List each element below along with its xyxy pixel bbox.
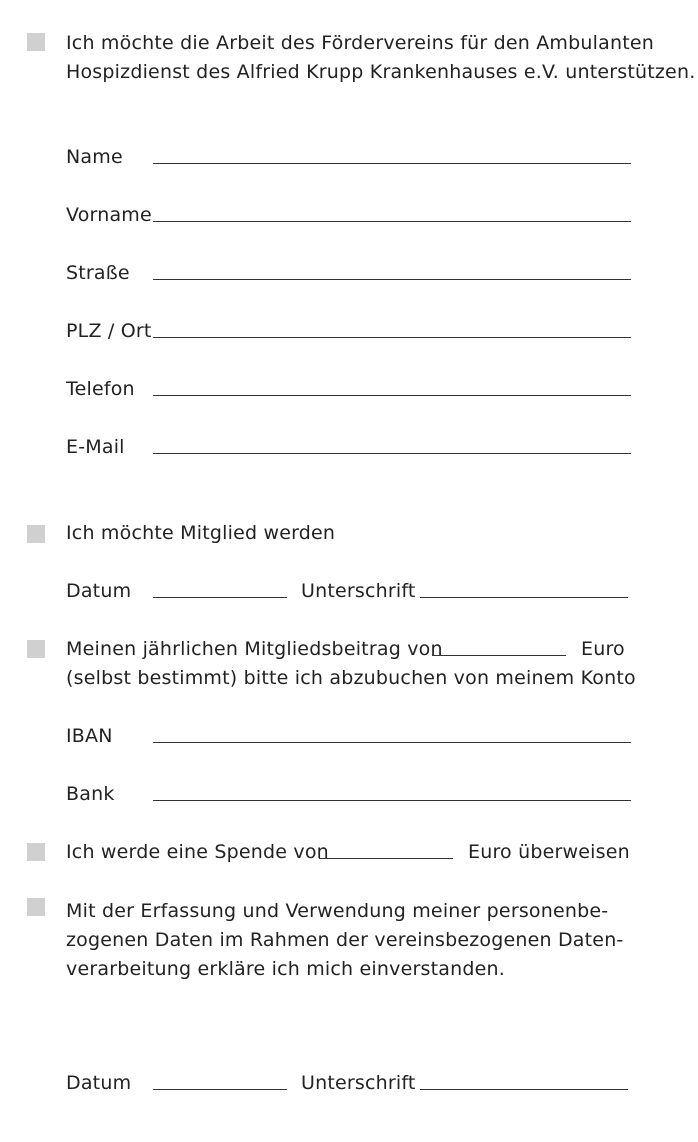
final-datum-label: Datum — [66, 1072, 132, 1094]
telefon-label: Telefon — [66, 378, 135, 400]
bank-label: Bank — [66, 783, 115, 805]
consent-text-line-2: zogenen Daten im Rahmen der vereinsbezogenen Daten- — [66, 929, 624, 951]
donation-checkbox[interactable] — [27, 843, 45, 861]
vorname-label: Vorname — [66, 204, 152, 226]
strasse-field[interactable] — [153, 279, 631, 280]
iban-field[interactable] — [153, 742, 631, 743]
final-datum-field[interactable] — [153, 1089, 287, 1090]
intro-text-line-2: Hospizdienst des Alfried Krupp Krankenhauses e.V. unterstützen. — [66, 61, 696, 83]
bank-field[interactable] — [153, 800, 631, 801]
fee-text-suffix: Euro — [581, 638, 625, 660]
fee-amount-field[interactable] — [432, 655, 566, 656]
membership-checkbox[interactable] — [27, 525, 45, 543]
membership-label: Ich möchte Mitglied werden — [66, 522, 336, 544]
membership-unterschrift-label: Unterschrift — [301, 580, 416, 602]
final-unterschrift-field[interactable] — [420, 1089, 628, 1090]
plz-ort-field[interactable] — [153, 337, 631, 338]
fee-checkbox[interactable] — [27, 640, 45, 658]
name-label: Name — [66, 146, 123, 168]
email-field[interactable] — [153, 453, 631, 454]
intro-text-line-1: Ich möchte die Arbeit des Fördervereins für den Ambulanten — [66, 32, 654, 54]
donation-text-prefix: Ich werde eine Spende von — [66, 841, 329, 863]
plz-ort-label: PLZ / Ort — [66, 320, 152, 342]
consent-checkbox[interactable] — [27, 898, 45, 916]
vorname-field[interactable] — [153, 221, 631, 222]
final-unterschrift-label: Unterschrift — [301, 1072, 416, 1094]
fee-text-prefix: Meinen jährlichen Mitgliedsbeitrag von — [66, 638, 443, 660]
consent-text-line-1: Mit der Erfassung und Verwendung meiner personenbe- — [66, 900, 609, 922]
fee-text-line-2: (selbst bestimmt) bitte ich abzubuchen von meinem Konto — [66, 667, 636, 689]
email-label: E-Mail — [66, 436, 125, 458]
consent-text-line-3: verarbeitung erkläre ich mich einverstanden. — [66, 958, 505, 980]
donation-amount-field[interactable] — [319, 858, 453, 859]
support-checkbox[interactable] — [27, 33, 45, 51]
strasse-label: Straße — [66, 262, 130, 284]
membership-datum-label: Datum — [66, 580, 132, 602]
name-field[interactable] — [153, 163, 631, 164]
donation-text-suffix: Euro überweisen — [468, 841, 630, 863]
iban-label: IBAN — [66, 725, 113, 747]
membership-unterschrift-field[interactable] — [420, 597, 628, 598]
telefon-field[interactable] — [153, 395, 631, 396]
membership-datum-field[interactable] — [153, 597, 287, 598]
